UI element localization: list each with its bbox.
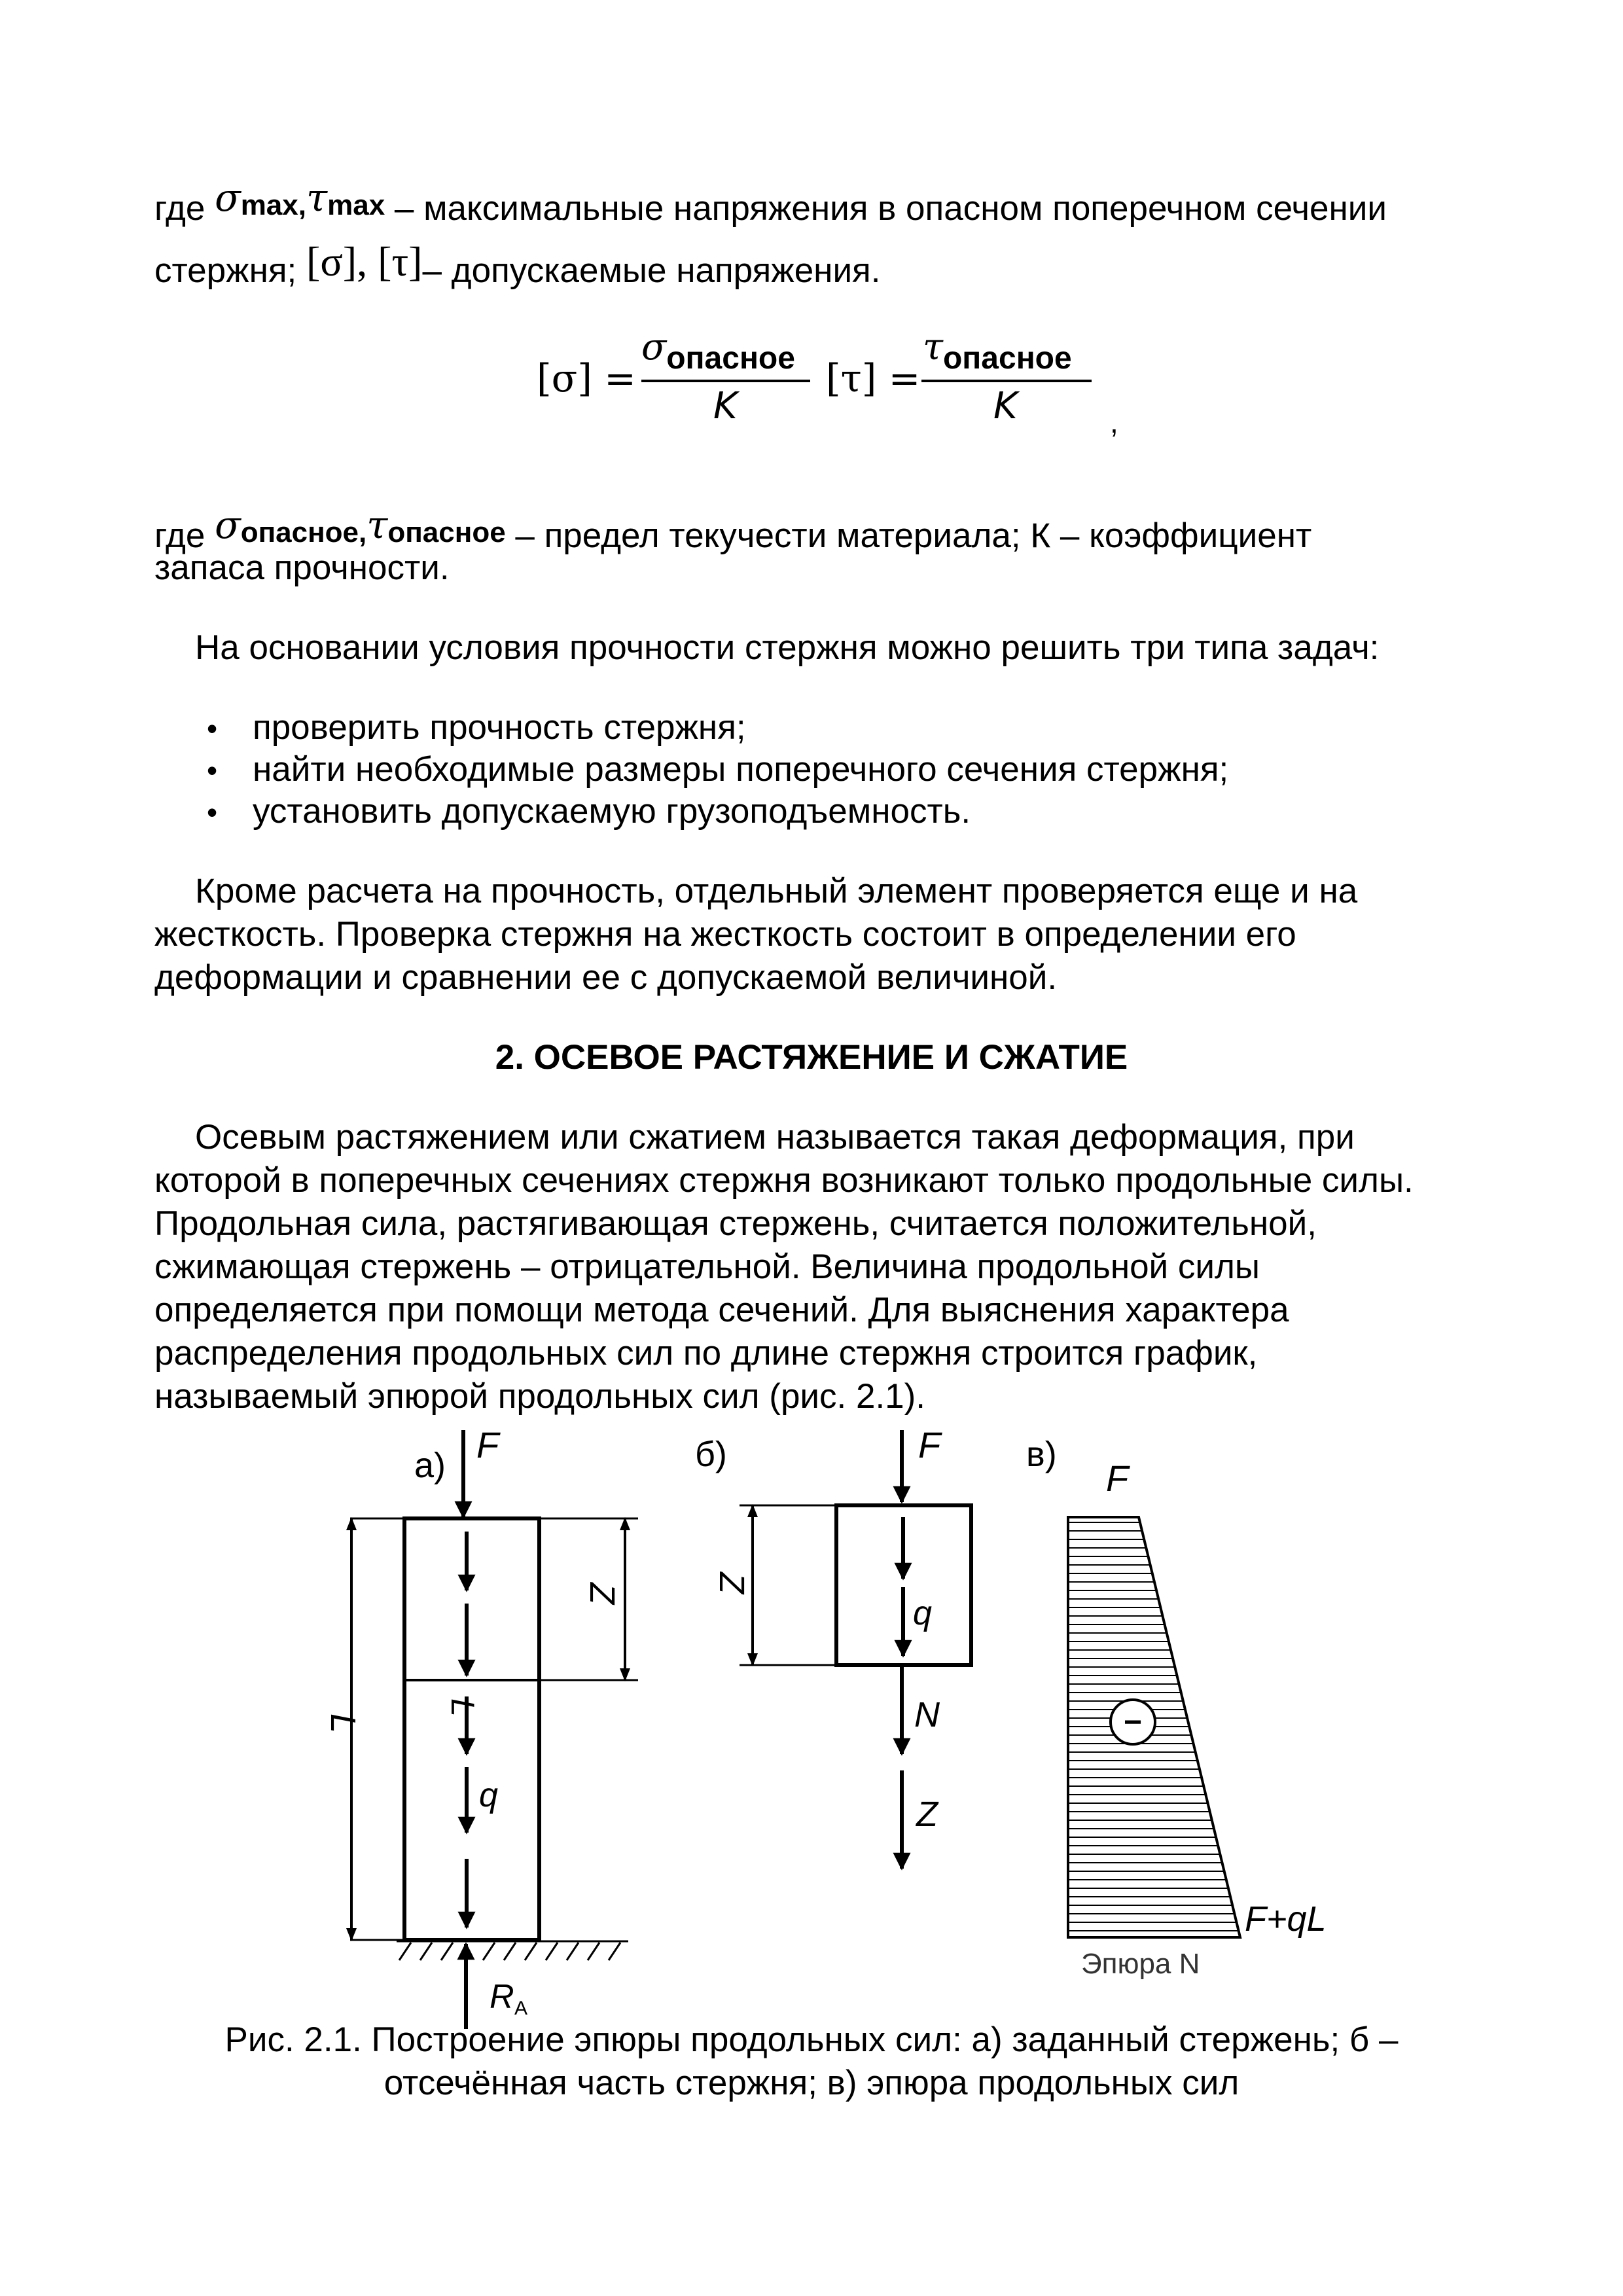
section-heading: 2. ОСЕВОЕ РАСТЯЖЕНИЕ И СЖАТИЕ (495, 1038, 1128, 1077)
minus-sign: − (1123, 1705, 1143, 1740)
list-item: установить допускаемую грузоподъемность. (253, 792, 971, 831)
bullet-marker: • (207, 711, 218, 745)
part-v-epure (1026, 1435, 1327, 1980)
paragraph-line: распределения продольных сил по длине стержня строится график, (154, 1334, 1258, 1372)
length-l-inner-label: L (444, 1698, 481, 1717)
coordinate-z-label: Z (712, 1572, 751, 1594)
max-subscript: max (240, 189, 298, 221)
sigma-symbol: σ (215, 175, 241, 220)
reaction-label: R (490, 1978, 514, 2016)
coordinate-z-label: Z (582, 1583, 622, 1604)
load-q-label: q (913, 1594, 932, 1632)
epure-title: Эпюра N (1081, 1948, 1200, 1980)
list-item: проверить прочность стержня; (253, 708, 746, 747)
label-v: в) (1026, 1435, 1057, 1474)
sigma-symbol: σ (215, 503, 241, 547)
paragraph-line: определяется при помощи метода сечений. Для выяснения характера (154, 1291, 1289, 1329)
max-subscript: max (327, 189, 385, 221)
paragraph-tasks: На основании условия прочности стержня можно решить три типа задач: (195, 628, 1380, 667)
label-b: б) (695, 1435, 727, 1474)
formula-comma: , (1110, 405, 1118, 439)
paragraph-line: Кроме расчета на прочность, отдельный элемент проверяется еще и на (195, 872, 1358, 910)
danger-subscript: опасное (240, 516, 359, 548)
epure-top-label: F (1106, 1458, 1129, 1499)
paragraph-line: деформации и сравнении ее с допускаемой величиной. (154, 958, 1058, 997)
danger-subscript: опасное (942, 341, 1072, 376)
formula-denominator: K (993, 385, 1018, 427)
figure-caption-line-1: Рис. 2.1. Построение эпюры продольных сил: а) заданный стержень; б – (224, 2020, 1399, 2059)
tau-symbol: τ (923, 326, 943, 368)
text-segment: – максимальные напряжения в опасном поперечном сечении (394, 189, 1387, 228)
formula-denominator: K (713, 385, 738, 427)
normal-force-label: N (914, 1695, 940, 1734)
paragraph-line: которой в поперечных сечениях стержня возникают только продольные силы. (154, 1161, 1414, 1200)
paragraph-line: называемый эпюрой продольных сил (рис. 2.1). (154, 1377, 926, 1416)
allowable-stress-symbols: [σ], [τ] (306, 238, 423, 285)
part-a-bar (323, 1424, 638, 2029)
force-f-label: F (918, 1424, 941, 1465)
formula-sigma-lhs: [σ] = (537, 356, 636, 401)
label-a: а) (414, 1446, 446, 1485)
reaction-subscript: A (514, 1998, 528, 2019)
comma: , (359, 516, 367, 548)
sigma-symbol: σ (641, 326, 667, 368)
comma: , (298, 189, 306, 221)
z-axis-label: Z (916, 1795, 938, 1834)
tau-symbol: τ (306, 175, 328, 220)
load-q-label: q (479, 1776, 498, 1814)
bar-rect (404, 1518, 539, 1940)
figure-caption-line-2: отсечённая часть стержня; в) эпюра продольных сил (383, 2064, 1240, 2102)
force-f-label: F (476, 1424, 499, 1465)
paragraph-line: жесткость. Проверка стержня на жесткость состоит в определении его (154, 915, 1296, 954)
text-segment: стержня; (154, 251, 297, 290)
paragraph-line: Осевым растяжением или сжатием называется такая деформация, при (195, 1118, 1355, 1157)
paragraph-line: Продольная сила, растягивающая стержень, считается положительной, (154, 1204, 1317, 1243)
danger-subscript: опасное (387, 516, 506, 548)
epure-bottom-label: F+qL (1245, 1899, 1327, 1939)
paragraph-line: сжимающая стержень – отрицательной. Величина продольной силы (154, 1247, 1260, 1286)
word-where: где (154, 516, 205, 555)
formula-tau-lhs: [τ] = (826, 356, 921, 401)
list-item: найти необходимые размеры поперечного сечения стержня; (253, 750, 1229, 789)
part-b-cut-section (695, 1424, 971, 1869)
bullet-marker: • (207, 753, 218, 787)
bullet-marker: • (207, 795, 218, 829)
text-segment: – предел текучести материала; К – коэффициент (515, 516, 1312, 555)
word-where: где (154, 189, 205, 228)
danger-subscript: опасное (666, 341, 795, 376)
length-l-label: L (323, 1713, 363, 1734)
text-segment: – допускаемые напряжения. (422, 251, 881, 290)
support-hatching (399, 1943, 620, 1960)
tau-symbol: τ (366, 503, 388, 547)
text-line-4: запаса прочности. (154, 548, 450, 587)
